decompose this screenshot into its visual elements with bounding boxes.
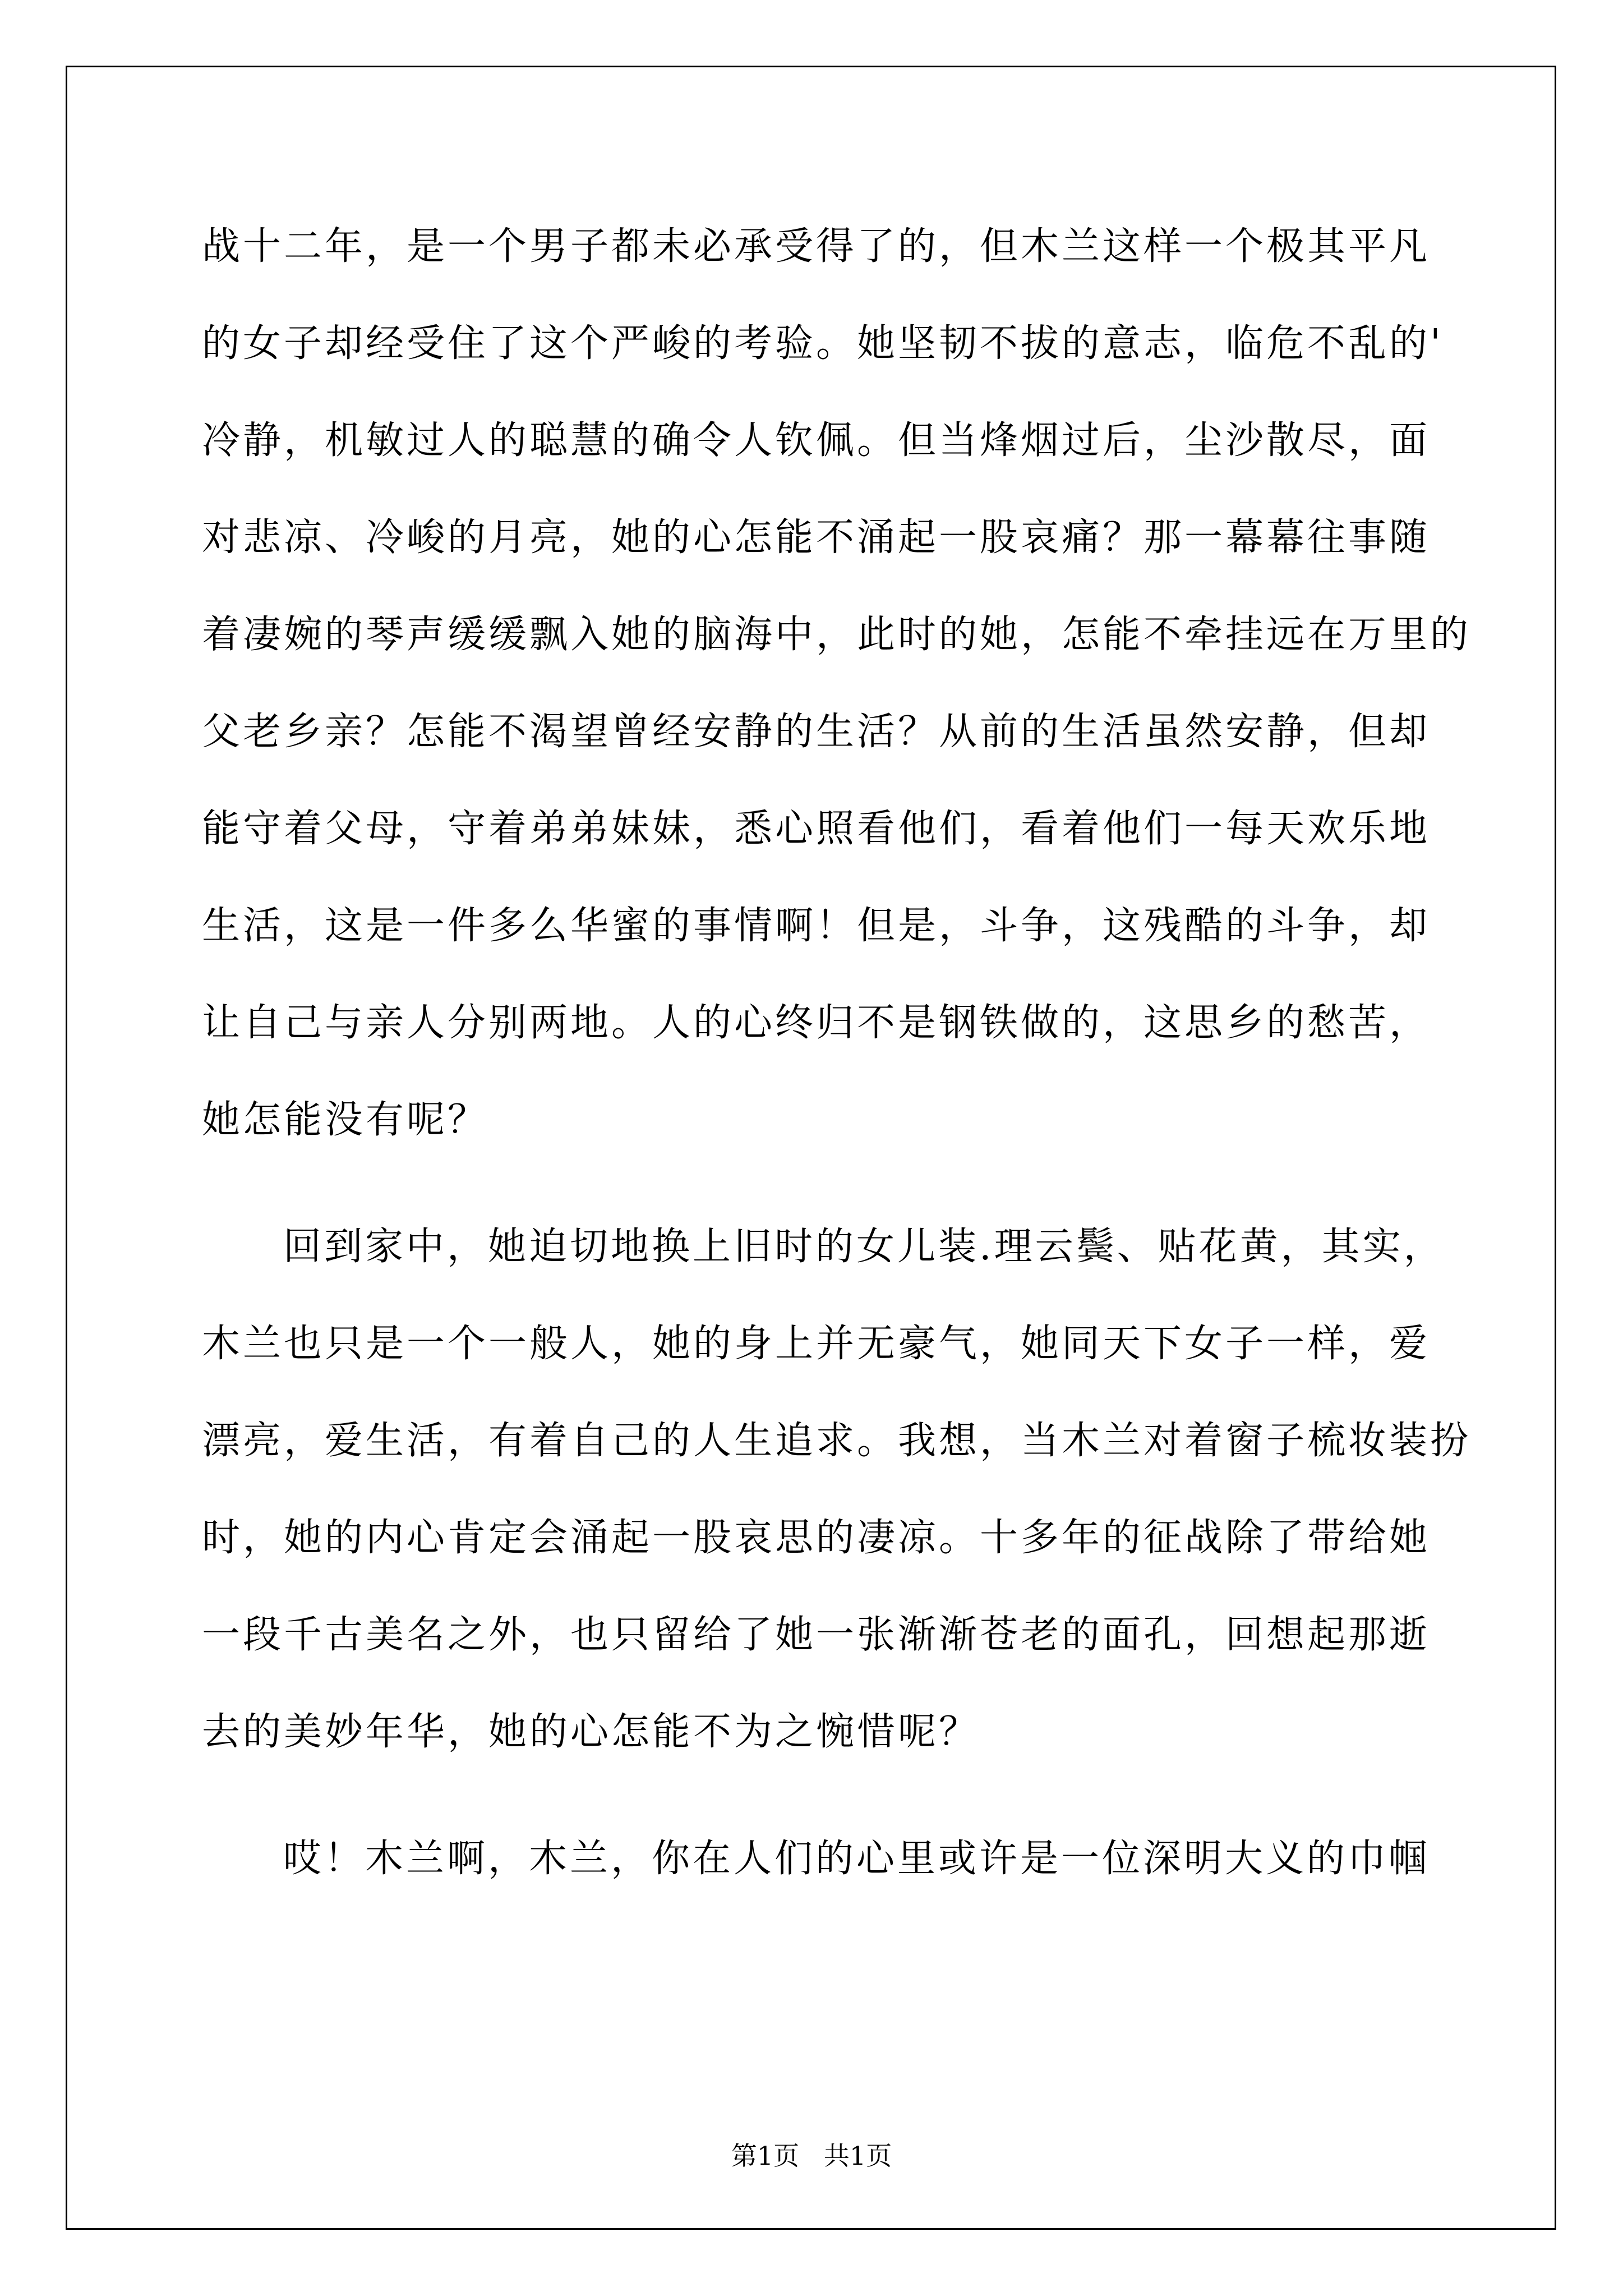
text-line: 的女子却经受住了这个严峻的考验。她坚韧不拔的意志，临危不乱的' [202, 321, 1444, 366]
page-number: 第1页 共1页 [731, 2141, 892, 2171]
page-border [66, 66, 1556, 2230]
text-line: 能守着父母，守着弟弟妹妹，悉心照看他们，看着他们一每天欢乐地 [202, 807, 1431, 851]
text-line: 时，她的内心肯定会涌起一股哀思的凄凉。十多年的征战除了带给她 [202, 1516, 1431, 1560]
text-line: 对悲凉、冷峻的月亮，她的心怎能不涌起一股哀痛？那一幕幕往事随 [202, 516, 1431, 560]
text-line: 父老乡亲？怎能不渴望曾经安静的生活？从前的生活虽然安静，但却 [202, 710, 1431, 754]
paragraph-start-line: 回到家中，她迫切地换上旧时的女儿装.理云鬓、贴花黄，其实， [283, 1225, 1445, 1269]
text-line: 漂亮，爱生活，有着自己的人生追求。我想，当木兰对着窗子梳妆装扮 [202, 1419, 1472, 1463]
paragraph-start-line: 哎！木兰啊，木兰，你在人们的心里或许是一位深明大义的巾帼 [283, 1837, 1430, 1881]
text-line: 一段千古美名之外，也只留给了她一张渐渐苍老的面孔，回想起那逝 [202, 1613, 1431, 1657]
text-line: 让自己与亲人分别两地。人的心终归不是钢铁做的，这思乡的愁苦， [202, 1001, 1431, 1045]
text-line: 生活，这是一件多么华蜜的事情啊！但是，斗争，这残酷的斗争，却 [202, 904, 1431, 948]
text-line: 木兰也只是一个一般人，她的身上并无豪气，她同天下女子一样，爱 [202, 1322, 1431, 1366]
text-line: 战十二年，是一个男子都未必承受得了的，但木兰这样一个极其平凡 [202, 224, 1431, 269]
text-line: 去的美妙年华，她的心怎能不为之惋惜呢？ [202, 1710, 980, 1754]
text-line: 她怎能没有呢？ [202, 1098, 489, 1142]
text-line: 冷静，机敏过人的聪慧的确令人钦佩。但当烽烟过后，尘沙散尽，面 [202, 418, 1431, 463]
text-line: 着凄婉的琴声缓缓飘入她的脑海中，此时的她，怎能不牵挂远在万里的 [202, 613, 1472, 657]
